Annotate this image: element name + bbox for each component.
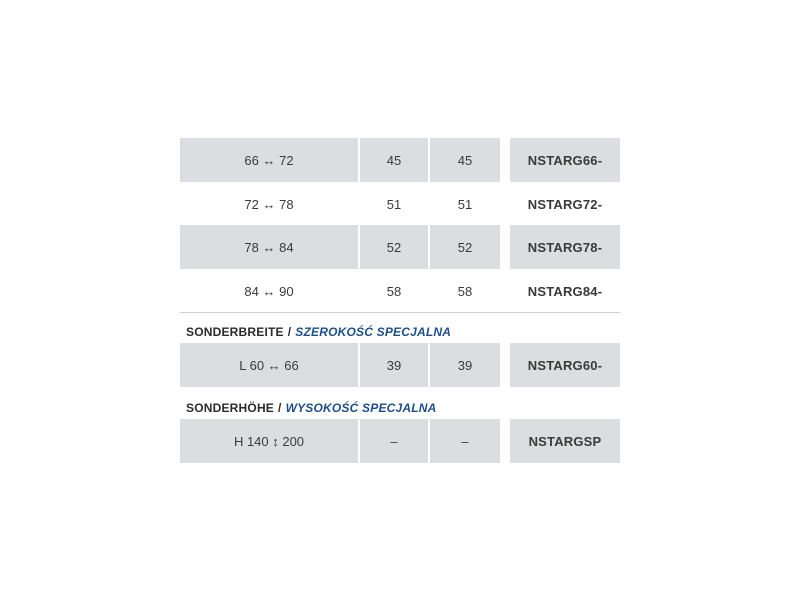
- product-code-cell: NSTARG66-: [510, 138, 620, 182]
- row-divider: [180, 312, 620, 313]
- value-a-cell: 39: [360, 343, 428, 387]
- value-b-cell: 52: [430, 225, 500, 269]
- value-b-cell: 58: [457, 283, 473, 299]
- table-row: [180, 269, 620, 313]
- value-b-cell: 39: [430, 343, 500, 387]
- size-range-cell: L 60 ↔ 66: [180, 343, 358, 387]
- table-row: [180, 419, 620, 463]
- table-row: [180, 225, 620, 269]
- size-range-cell: H 140 ↕ 200: [180, 419, 358, 463]
- product-code-cell: NSTARG84-: [527, 283, 603, 299]
- section-separator: /: [278, 401, 282, 415]
- section-separator: /: [287, 325, 292, 339]
- product-code-cell: NSTARGSP: [510, 419, 620, 463]
- table-row: [180, 182, 620, 226]
- value-a-cell: –: [360, 419, 428, 463]
- section-title-pl: SZEROKOŚĆ SPECJALNA: [295, 325, 452, 339]
- value-b-cell: 51: [457, 196, 473, 212]
- value-a-cell: 58: [386, 283, 402, 299]
- product-code-cell: NSTARG60-: [510, 343, 620, 387]
- value-b-cell: –: [430, 419, 500, 463]
- section-heading-special-width: [186, 322, 451, 342]
- section-title-pl: WYSOKOŚĆ SPECJALNA: [285, 401, 437, 415]
- product-code-cell: NSTARG78-: [510, 225, 620, 269]
- size-range-cell: 72 ↔ 78: [244, 196, 294, 212]
- section-heading-special-height: [186, 398, 437, 418]
- value-b-cell: 45: [430, 138, 500, 182]
- value-a-cell: 51: [386, 196, 402, 212]
- value-a-cell: 52: [360, 225, 428, 269]
- size-range-cell: 66 ↔ 72: [180, 138, 358, 182]
- section-title-de: SONDERHÖHE: [186, 401, 275, 415]
- value-a-cell: 45: [360, 138, 428, 182]
- table-row: [180, 343, 620, 387]
- section-title-de: SONDERBREITE: [186, 325, 284, 339]
- product-code-cell: NSTARG72-: [527, 196, 603, 212]
- size-range-cell: 78 ↔ 84: [180, 225, 358, 269]
- size-range-cell: 84 ↔ 90: [244, 283, 294, 299]
- table-row: [180, 138, 620, 182]
